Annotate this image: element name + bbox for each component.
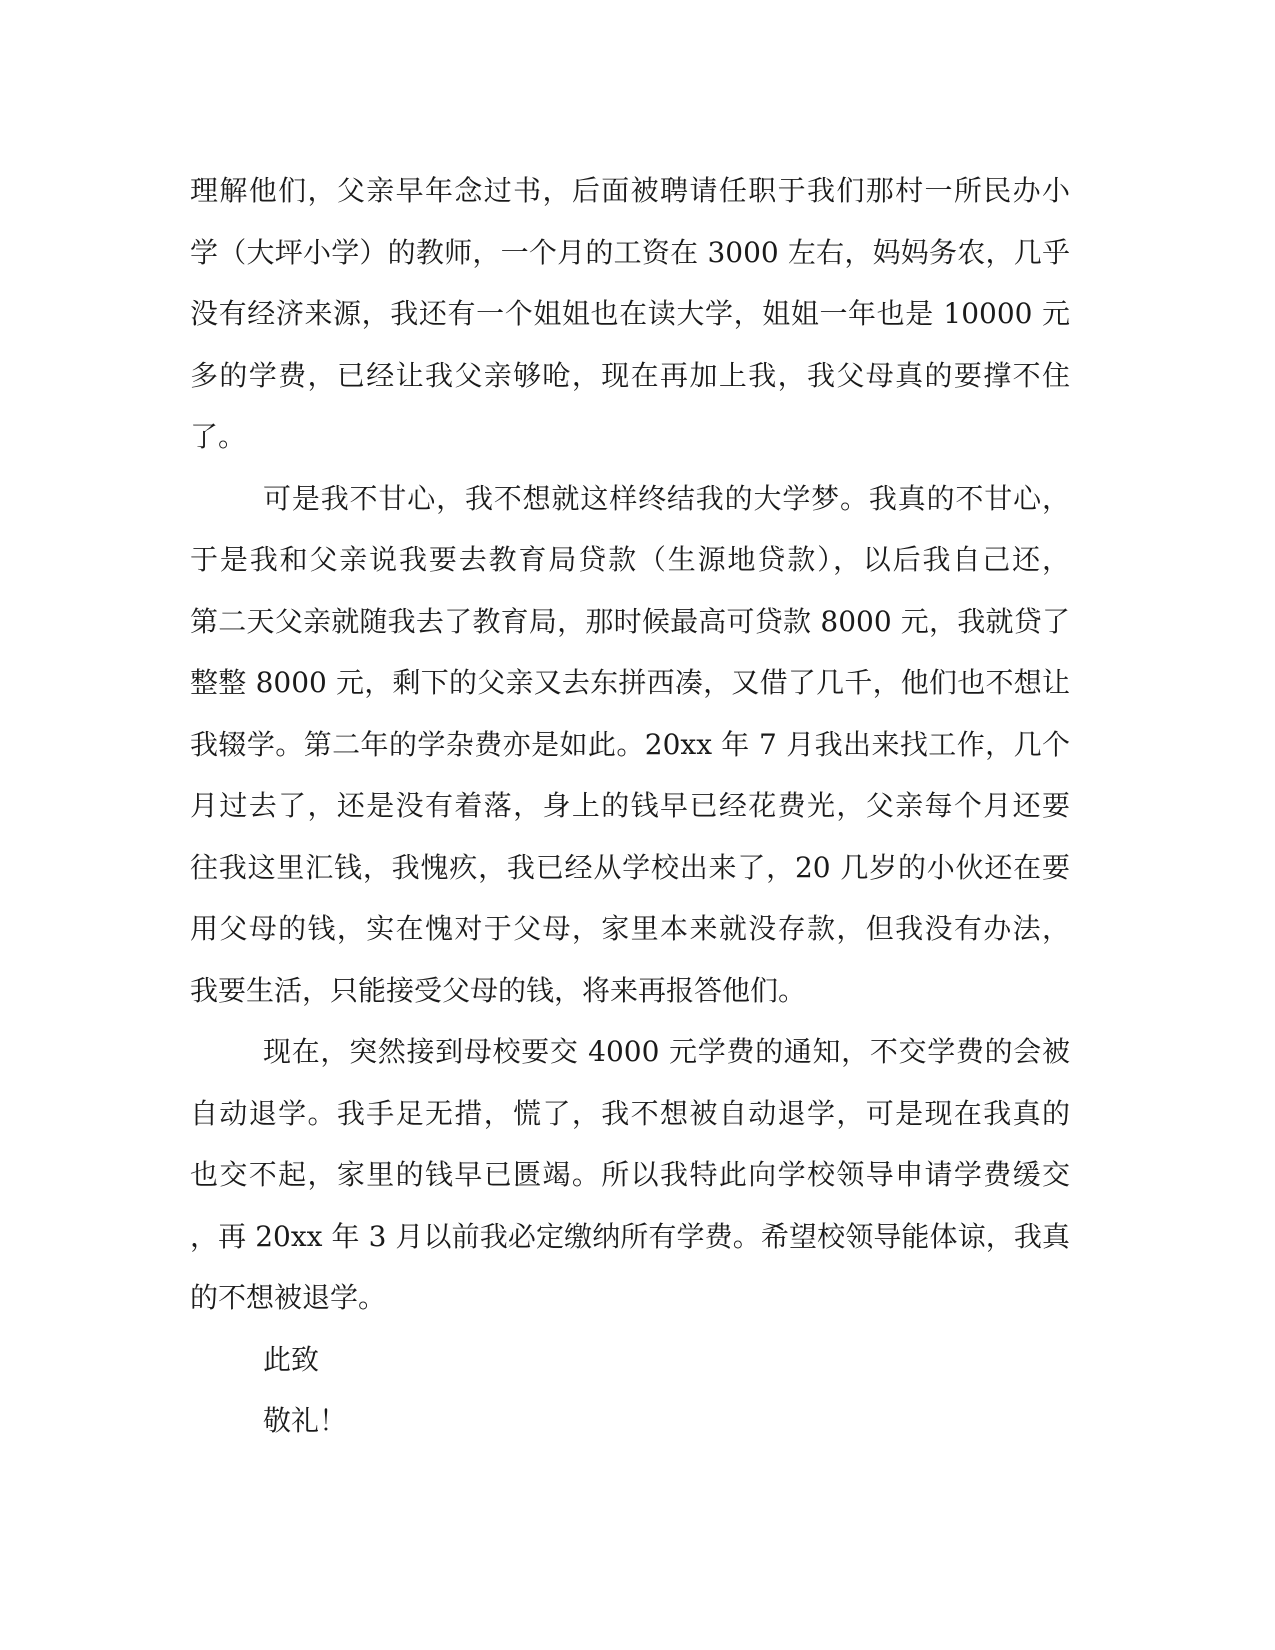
paragraph-1 [190,160,1070,468]
text-line: 可是我不甘心，我不想就这样终结我的大学梦。我真的不甘心， [263,481,1070,515]
text-line: 了。 [190,420,247,453]
text-line: 月过去了，还是没有着落，身上的钱早已经花费光，父亲每个月还要 [190,789,1070,822]
closing-regards: 敬礼！ [263,1404,348,1437]
paragraph-3 [190,1021,1070,1329]
text-line: 理解他们，父亲早年念过书，后面被聘请任职于我们那村一所民办小 [190,174,1070,207]
text-line: 往我这里汇钱，我愧疚，我已经从学校出来了，20 几岁的小伙还在要 [190,850,1070,884]
text-line: 没有经济来源，我还有一个姐姐也在读大学，姐姐一年也是 10000 元 [190,297,1070,330]
paragraph-2 [190,468,1070,1022]
text-line: ，再 20xx 年 3 月以前我必定缴纳所有学费。希望校领导能体谅，我真 [190,1219,1070,1253]
text-line: 多的学费，已经让我父亲够呛，现在再加上我，我父母真的要撑不住 [190,358,1070,392]
letter-body [190,160,1070,1452]
text-line: 整整 8000 元，剩下的父亲又去东拼西凑，又借了几千，他们也不想让 [190,666,1070,699]
text-line: 于是我和父亲说我要去教育局贷款（生源地贷款），以后我自己还， [190,543,1070,576]
text-line: 我要生活，只能接受父母的钱，将来再报答他们。 [190,973,807,1007]
text-line: 的不想被退学。 [190,1281,387,1314]
closing-salutation: 此致 [263,1342,320,1376]
closing [190,1329,1070,1452]
text-line: 用父母的钱，实在愧对于父母，家里本来就没存款，但我没有办法， [190,912,1070,945]
text-line: 第二天父亲就随我去了教育局，那时候最高可贷款 8000 元，我就贷了 [190,604,1070,638]
text-line: 也交不起，家里的钱早已匮竭。所以我特此向学校领导申请学费缓交 [190,1158,1070,1191]
text-line: 我辍学。第二年的学杂费亦是如此。20xx 年 7 月我出来找工作，几个 [190,727,1070,761]
text-line: 学（大坪小学）的教师，一个月的工资在 3000 左右，妈妈务农，几乎 [190,235,1070,269]
text-line: 自动退学。我手足无措，慌了，我不想被自动退学，可是现在我真的 [190,1096,1070,1130]
text-line: 现在，突然接到母校要交 4000 元学费的通知，不交学费的会被 [263,1035,1070,1068]
